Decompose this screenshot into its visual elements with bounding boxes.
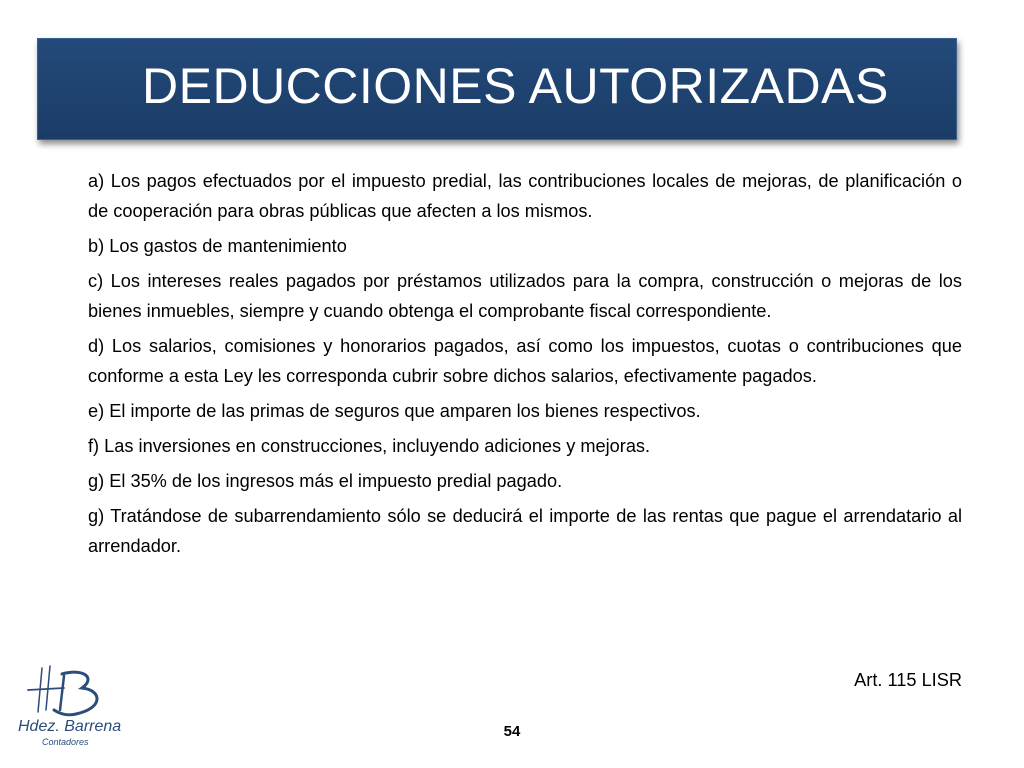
- deduction-item-e: e) El importe de las primas de seguros que amparen los bienes respectivos.: [88, 401, 701, 421]
- deductions-list: [88, 166, 962, 566]
- logo-name: Hdez. Barrena: [18, 718, 122, 735]
- deduction-item-a: a) Los pagos efectuados por el impuesto predial, las contribuciones locales de mejoras, de planificación o de cooperación para obras públicas que afecten a los mismos.: [88, 171, 962, 221]
- deduction-item-g2: g) Tratándose de subarrendamiento sólo se deducirá el importe de las rentas que pague el arrendatario al arrendador.: [88, 506, 962, 556]
- page-number: 54: [503, 723, 521, 740]
- deduction-item-g1: g) El 35% de los ingresos más el impuesto predial pagado.: [88, 471, 563, 491]
- company-logo: [14, 664, 124, 752]
- deduction-item-c: c) Los intereses reales pagados por préstamos utilizados para la compra, construcción o mejoras de los bienes inmuebles, siempre y cuando obtenga el comprobante fiscal correspondiente.: [88, 271, 962, 321]
- slide-title: DEDUCCIONES AUTORIZADAS: [142, 58, 889, 114]
- deduction-item-d: d) Los salarios, comisiones y honorarios pagados, así como los impuestos, cuotas o contribuciones que conforme a esta Ley les corresponda cubrir sobre dichos salarios, efectivamente pagados.: [88, 336, 962, 386]
- deduction-item-f: f) Las inversiones en construcciones, incluyendo adiciones y mejoras.: [88, 436, 651, 456]
- legal-reference: Art. 115 LISR: [854, 670, 962, 690]
- title-banner: [37, 38, 957, 140]
- deduction-item-b: b) Los gastos de mantenimiento: [88, 236, 347, 256]
- hb-monogram-icon: [24, 664, 114, 722]
- logo-subtitle: Contadores: [42, 737, 89, 747]
